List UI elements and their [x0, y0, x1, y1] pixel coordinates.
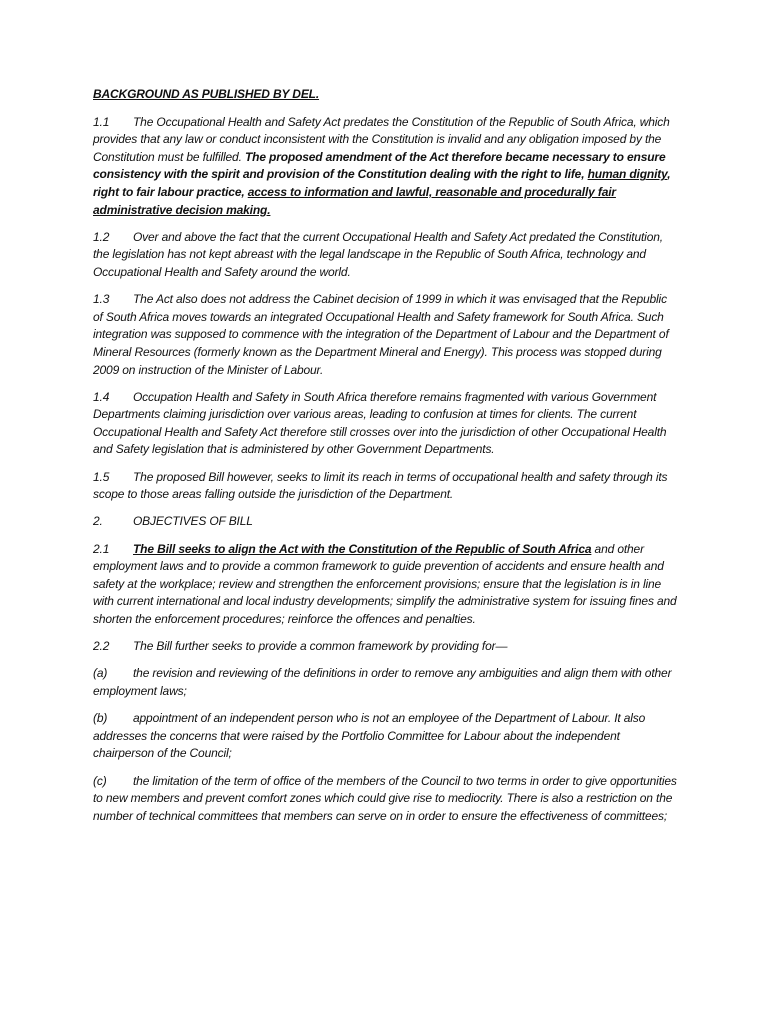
list-item-marker: (b) [93, 711, 108, 726]
list-item-text: the limitation of the term of office of the members of the Council to two terms in order to give opportunities to new members and prevent comfort zones which could give rise to mediocrity. There is also a restriction on the number of technical committees that members can serve on in order to ensure the effectiveness of committees; [93, 773, 677, 823]
paragraph-text: The Act also does not address the Cabinet decision of 1999 in which it was envisaged that the Republic of South Africa moves towards an integrated Occupational Health and Safety framework for South Africa. Such integration was supposed to commence with the integration of the Department of Labour and the Department of Mineral Resources (formerly known as the Department Mineral and Energy). This process was stopped during 2009 on instruction of the Minister of Labour. [93, 292, 669, 377]
paragraph-text: Over and above the fact that the current Occupational Health and Safety Act predated the Constitution, the legislation has not kept abreast with the legal landscape in the Republic of South Africa, technology and Occupational Health and Safety around the world. [93, 229, 663, 279]
paragraph-text: The Bill further seeks to provide a common framework by providing for— [133, 639, 508, 654]
underlined-text: access to information and lawful, reasonable and procedurally fair administrative decision making. [93, 184, 616, 217]
document-heading: BACKGROUND AS PUBLISHED BY DEL. [93, 87, 320, 101]
paragraph-number: 1.5 [93, 469, 110, 484]
list-item-marker: (c) [93, 773, 107, 788]
paragraph-text: Occupation Health and Safety in South Africa therefore remains fragmented with various Government Departments claiming jurisdiction over various areas, leading to confusion at times for clients. The current Occupational Health and Safety Act therefore still crosses over into the jurisdiction of other Occupational Health and Safety legislation that is administered by other Government Departments. [93, 389, 667, 457]
paragraph-text: The proposed Bill however, seeks to limit its reach in terms of occupational health and safety through its scope to those areas falling outside the jurisdiction of the Department. [93, 469, 668, 502]
paragraph-1-3 [93, 291, 677, 379]
paragraph-1-1 [93, 114, 677, 220]
underlined-text: human dignity [587, 167, 668, 182]
document-page [93, 86, 677, 835]
paragraph-number: 1.2 [93, 229, 110, 244]
list-item-a [93, 665, 677, 700]
paragraph-number: 1.1 [93, 114, 110, 129]
list-item-marker: (a) [93, 666, 108, 681]
underlined-text: The Bill seeks to align the Act with the Constitution of the Republic of South Africa [133, 541, 592, 556]
paragraph-number: 1.3 [93, 292, 110, 307]
paragraph-number: 1.4 [93, 389, 110, 404]
list-item-c [93, 773, 677, 826]
paragraph-1-5 [93, 469, 677, 504]
paragraph-number: 2.1 [93, 541, 110, 556]
paragraph-bold-text: , right to fair labour practice, [93, 167, 671, 199]
list-item-b [93, 710, 677, 763]
paragraph-text: and other employment laws and to provide a common framework to guide prevention of accidents and ensure health and safety at the workplace; review and strengthen the enforcement provisions; ensure that the legislation is in line with current international and local industry developments; simplify the administrative system for issuing fines and shorten the enforcement procedures; reinforce the offences and penalties. [93, 541, 677, 626]
paragraph-2-2 [93, 638, 677, 656]
paragraph-2-1 [93, 541, 677, 629]
paragraph-bold-text: The proposed amendment of the Act therefore became necessary to ensure consistency with the spirit and provision of the Constitution dealing with the right to life, [93, 149, 666, 182]
list-item-text: appointment of an independent person who is not an employee of the Department of Labour. It also addresses the concerns that were raised by the Portfolio Committee for Labour about the independent chairperson of the Council; [93, 711, 646, 761]
section-2-heading [93, 513, 677, 531]
paragraph-1-2 [93, 229, 677, 282]
section-title: OBJECTIVES OF BILL [133, 514, 253, 529]
section-number: 2. [93, 514, 103, 529]
paragraph-number: 2.2 [93, 639, 110, 654]
paragraph-1-4 [93, 389, 677, 459]
paragraph-text: The Occupational Health and Safety Act predates the Constitution of the Republic of South Africa, which provides that any law or conduct inconsistent with the Constitution is invalid and any obligation imposed by the Constitution must be fulfilled. [93, 114, 670, 164]
list-item-text: the revision and reviewing of the definitions in order to remove any ambiguities and align them with other employment laws; [93, 666, 672, 698]
